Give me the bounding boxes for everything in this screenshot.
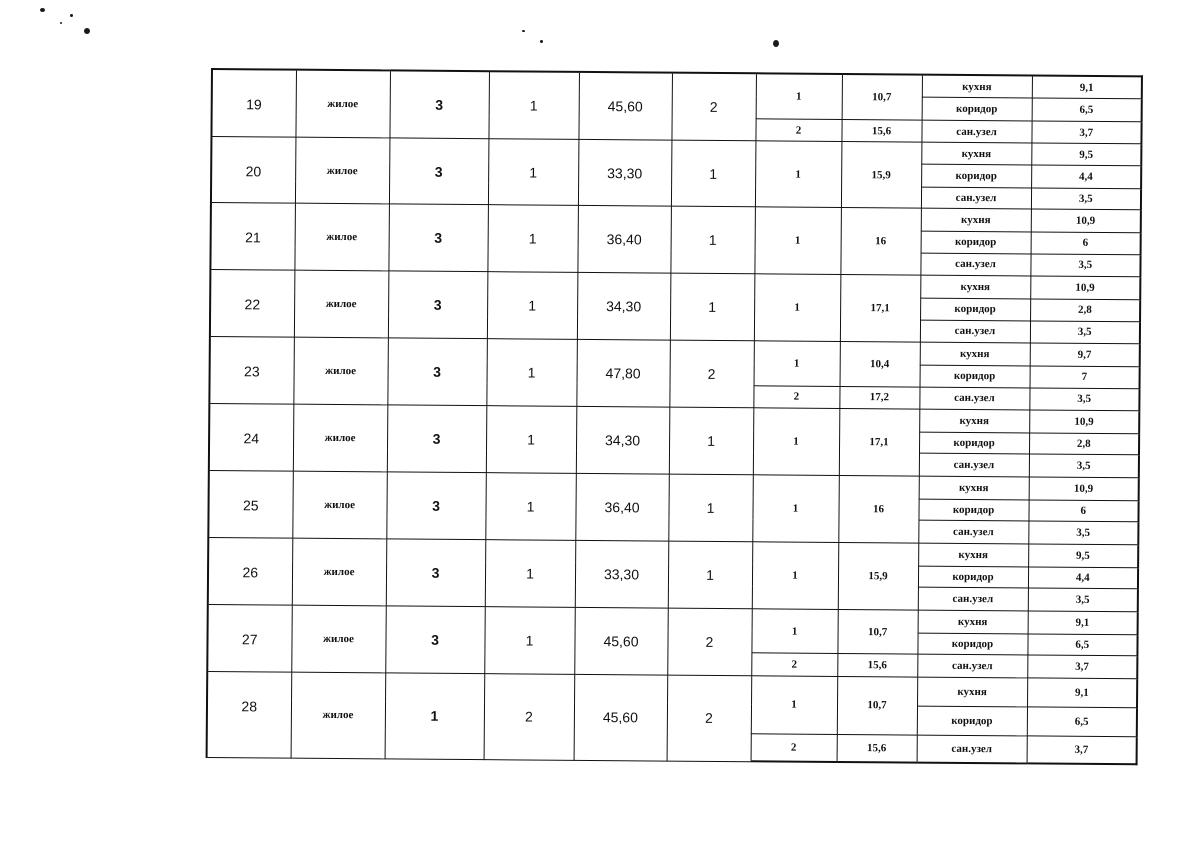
aux-room-name-cell: коридор (921, 231, 1031, 253)
aux-room-area-cell: 3,7 (1027, 655, 1137, 679)
room-area-cell: 17,1 (840, 275, 921, 343)
entrance-cell: 1 (486, 406, 577, 474)
table-sheet (206, 68, 1141, 765)
room-area-cell: 10,7 (837, 609, 917, 654)
premises-table (206, 68, 1143, 765)
aux-room-name-cell: сан.узел (921, 120, 1031, 144)
room-area-cell: 15,6 (837, 654, 917, 677)
aux-room-name-cell: кухня (918, 543, 1028, 567)
aux-room-name-cell: кухня (919, 476, 1029, 500)
aux-room-name-cell: сан.узел (920, 253, 1030, 277)
room-number-cell: 2 (753, 385, 839, 408)
premises-type-cell: жилое (295, 70, 390, 139)
aux-room-name-cell: коридор (919, 432, 1029, 454)
total-area-cell: 36,40 (575, 474, 669, 542)
room-area-cell: 10,4 (840, 342, 920, 387)
aux-room-area-cell: 9,7 (1030, 343, 1140, 367)
room-number-cell: 1 (752, 542, 839, 610)
rooms-count-cell: 1 (669, 407, 754, 475)
apartment-number-cell: 25 (208, 471, 293, 539)
aux-room-name-cell: сан.узел (919, 454, 1029, 478)
rooms-count-cell: 2 (667, 675, 752, 761)
room-area-cell: 15,6 (841, 119, 921, 142)
premises-type-cell: жилое (291, 605, 386, 673)
aux-room-area-cell: 7 (1030, 366, 1140, 388)
aux-room-area-cell: 9,1 (1032, 75, 1142, 99)
premises-type-cell: жилое (294, 204, 389, 272)
scan-speck (60, 22, 62, 24)
entrance-cell: 1 (485, 473, 576, 541)
rooms-count-cell: 1 (671, 141, 756, 208)
aux-room-area-cell: 10,9 (1029, 410, 1139, 434)
aux-room-area-cell: 3,5 (1030, 321, 1140, 345)
apartment-number-cell: 23 (209, 337, 294, 405)
aux-room-area-cell: 3,5 (1029, 387, 1139, 411)
room-number-cell: 2 (751, 653, 837, 676)
total-area-cell: 33,30 (575, 540, 669, 608)
premises-type-cell: жилое (293, 337, 388, 405)
premises-type-cell: жилое (294, 270, 389, 338)
room-number-cell: 1 (751, 676, 837, 734)
apartment-number-cell: 28 (207, 671, 292, 757)
table-row (207, 671, 1137, 707)
aux-room-area-cell: 2,8 (1029, 433, 1139, 455)
aux-room-area-cell: 9,1 (1028, 611, 1138, 635)
rooms-count-cell: 2 (669, 340, 754, 408)
aux-room-area-cell: 10,9 (1029, 477, 1139, 501)
room-number-cell: 1 (754, 341, 840, 386)
aux-room-area-cell: 9,5 (1028, 544, 1138, 568)
aux-room-name-cell: коридор (918, 566, 1028, 588)
aux-room-name-cell: сан.узел (919, 387, 1029, 411)
scan-speck (70, 14, 73, 17)
room-number-cell: 1 (753, 408, 840, 476)
room-number-cell: 1 (752, 475, 839, 543)
aux-room-name-cell: коридор (920, 298, 1030, 320)
aux-room-name-cell: сан.узел (918, 587, 1028, 611)
entrance-cell: 1 (488, 71, 579, 140)
room-area-cell: 16 (840, 208, 921, 276)
apartment-number-cell: 24 (209, 404, 294, 472)
aux-room-area-cell: 3,5 (1030, 254, 1140, 278)
aux-room-name-cell: коридор (920, 365, 1030, 387)
total-area-cell: 34,30 (576, 407, 670, 475)
aux-room-area-cell: 6,5 (1027, 634, 1137, 656)
total-area-cell: 34,30 (577, 273, 671, 341)
aux-room-name-cell: кухня (918, 610, 1028, 634)
premises-type-cell: жилое (291, 672, 386, 758)
aux-room-name-cell: сан.узел (921, 187, 1031, 209)
aux-room-name-cell: кухня (921, 143, 1031, 165)
scan-speck (522, 30, 525, 32)
aux-room-area-cell: 10,9 (1030, 276, 1140, 300)
entrance-cell: 2 (484, 674, 575, 760)
aux-room-area-cell: 10,9 (1031, 209, 1141, 233)
room-area-cell: 10,7 (842, 74, 922, 120)
rooms-count-cell: 1 (670, 206, 755, 274)
aux-room-name-cell: коридор (917, 706, 1027, 736)
entrance-cell: 1 (484, 607, 575, 675)
premises-type-cell: жилое (293, 404, 388, 472)
apartment-number-cell: 22 (210, 270, 295, 338)
floor-count-cell: 3 (386, 472, 486, 540)
room-area-cell: 17,2 (839, 386, 919, 409)
aux-room-area-cell: 6,5 (1032, 98, 1142, 122)
aux-room-name-cell: сан.узел (917, 654, 1027, 678)
floor-count-cell: 3 (388, 204, 488, 272)
floor-count-cell: 3 (389, 70, 489, 139)
room-area-cell: 15,9 (838, 543, 919, 611)
room-area-cell: 10,7 (837, 676, 917, 734)
scan-speck (84, 28, 90, 34)
room-number-cell: 1 (751, 609, 837, 654)
entrance-cell: 1 (487, 272, 578, 340)
rooms-count-cell: 1 (668, 474, 753, 542)
room-number-cell: 2 (751, 733, 837, 762)
floor-count-cell: 3 (388, 271, 488, 339)
aux-room-name-cell: сан.узел (920, 320, 1030, 344)
aux-room-area-cell: 2,8 (1030, 299, 1140, 321)
room-number-cell: 2 (755, 119, 841, 142)
room-number-cell: 1 (754, 207, 841, 275)
apartment-number-cell: 20 (211, 137, 296, 204)
rooms-count-cell: 2 (667, 608, 752, 676)
total-area-cell: 45,60 (574, 607, 668, 675)
premises-type-cell: жилое (292, 471, 387, 539)
aux-room-name-cell: коридор (922, 97, 1032, 121)
aux-room-area-cell: 9,1 (1027, 678, 1137, 708)
entrance-cell: 1 (487, 205, 578, 273)
aux-room-name-cell: коридор (921, 164, 1031, 188)
room-area-cell: 17,1 (839, 409, 920, 477)
entrance-cell: 1 (485, 540, 576, 608)
room-number-cell: 1 (754, 274, 841, 342)
total-area-cell: 36,40 (577, 206, 671, 274)
scan-speck (773, 40, 779, 47)
aux-room-area-cell: 3,7 (1031, 121, 1141, 145)
scan-speck (540, 40, 543, 43)
total-area-cell: 47,80 (576, 340, 670, 408)
aux-room-area-cell: 3,5 (1028, 521, 1138, 545)
aux-room-name-cell: кухня (917, 677, 1027, 707)
apartment-number-cell: 21 (210, 203, 295, 271)
total-area-cell: 45,60 (574, 674, 668, 760)
aux-room-area-cell: 6,5 (1027, 707, 1137, 737)
rooms-count-cell: 2 (671, 73, 756, 142)
premises-type-cell: жилое (295, 138, 390, 205)
aux-room-name-cell: кухня (922, 75, 1032, 99)
room-number-cell: 1 (756, 73, 842, 119)
aux-room-name-cell: кухня (920, 275, 1030, 299)
aux-room-area-cell: 3,7 (1027, 736, 1137, 765)
floor-count-cell: 3 (387, 338, 487, 406)
total-area-cell: 45,60 (578, 72, 672, 141)
apartment-number-cell: 19 (211, 69, 296, 138)
aux-room-name-cell: сан.узел (917, 735, 1027, 764)
table-row (212, 69, 1142, 99)
aux-room-name-cell: коридор (917, 633, 1027, 655)
floor-count-cell: 3 (387, 405, 487, 473)
aux-room-name-cell: кухня (919, 409, 1029, 433)
aux-room-area-cell: 6 (1028, 500, 1138, 522)
entrance-cell: 1 (486, 339, 577, 407)
aux-room-area-cell: 9,5 (1031, 143, 1141, 165)
aux-room-name-cell: кухня (920, 342, 1030, 366)
floor-count-cell: 3 (386, 539, 486, 607)
aux-room-name-cell: кухня (921, 208, 1031, 232)
premises-type-cell: жилое (292, 538, 387, 606)
aux-room-area-cell: 6 (1031, 232, 1141, 254)
room-area-cell: 15,6 (837, 734, 917, 763)
apartment-number-cell: 27 (207, 604, 292, 672)
entrance-cell: 1 (488, 139, 579, 206)
aux-room-area-cell: 3,5 (1029, 454, 1139, 478)
floor-count-cell: 1 (385, 673, 485, 759)
scan-speck (40, 8, 45, 12)
aux-room-area-cell: 4,4 (1028, 567, 1138, 589)
total-area-cell: 33,30 (578, 140, 672, 207)
aux-room-name-cell: коридор (918, 499, 1028, 521)
aux-room-name-cell: сан.узел (918, 520, 1028, 544)
aux-room-area-cell: 3,5 (1028, 588, 1138, 612)
floor-count-cell: 3 (385, 606, 485, 674)
floor-count-cell: 3 (389, 138, 489, 205)
rooms-count-cell: 1 (670, 273, 755, 341)
room-area-cell: 15,9 (841, 142, 922, 209)
room-area-cell: 16 (838, 476, 919, 544)
room-number-cell: 1 (755, 141, 842, 208)
apartment-number-cell: 26 (208, 538, 293, 606)
aux-room-area-cell: 4,4 (1031, 165, 1141, 189)
aux-room-area-cell: 3,5 (1031, 188, 1141, 210)
rooms-count-cell: 1 (668, 541, 753, 609)
